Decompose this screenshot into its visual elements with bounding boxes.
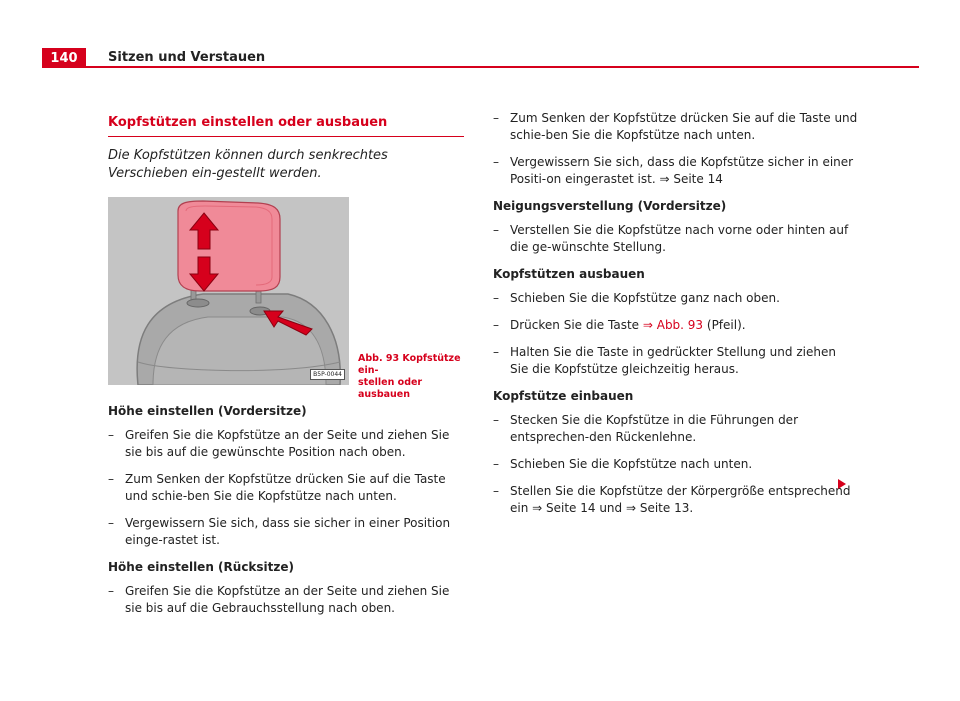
step-text-post: (Pfeil).	[703, 318, 746, 332]
chapter-title: Sitzen und Verstauen	[108, 50, 266, 65]
list-item	[108, 471, 464, 505]
section-rule	[108, 136, 464, 137]
page-number: 140	[42, 48, 86, 68]
list-item	[493, 412, 858, 446]
subheading-install: Kopfstütze einbauen	[493, 389, 634, 403]
step-text: Schieben Sie die Kopfstütze nach unten.	[510, 457, 753, 471]
step-text: Greifen Sie die Kopfstütze an der Seite und ziehen Sie sie bis auf die Gebrauchsstellung nach oben.	[125, 584, 450, 615]
right-column	[493, 110, 858, 527]
list-item	[493, 110, 858, 144]
step-text: Stellen Sie die Kopfstütze der Körpergröße entsprechend ein ⇒ Seite 14 und ⇒ Seite 13.	[510, 484, 851, 515]
list-dash: –	[493, 155, 499, 169]
list-item	[493, 483, 858, 517]
list-dash: –	[493, 318, 499, 332]
list-dash: –	[108, 472, 114, 486]
left-column	[108, 110, 464, 627]
figure-code: B5P-0044	[310, 369, 345, 380]
list-dash: –	[108, 516, 114, 530]
list-item	[493, 344, 858, 378]
step-text: Halten Sie die Taste in gedrückter Stellung und ziehen Sie die Kopfstütze gleichzeitig heraus.	[510, 345, 836, 376]
figure	[108, 197, 464, 400]
subheading-tilt: Neigungsverstellung (Vordersitze)	[493, 199, 727, 213]
list-item	[108, 427, 464, 461]
headrest-drawing	[108, 197, 349, 385]
list-dash: –	[493, 484, 499, 498]
figure-caption	[358, 353, 464, 401]
step-text: Verstellen Sie die Kopfstütze nach vorne oder hinten auf die ge-wünschte Stellung.	[510, 223, 849, 254]
section-intro: Die Kopfstützen können durch senkrechtes Verschieben ein-gestellt werden.	[108, 148, 388, 181]
list-item	[108, 515, 464, 549]
step-text: Greifen Sie die Kopfstütze an der Seite und ziehen Sie sie bis auf die gewünschte Position nach oben.	[125, 428, 450, 459]
step-text: Schieben Sie die Kopfstütze ganz nach oben.	[510, 291, 780, 305]
list-item	[108, 583, 464, 617]
header-rule	[86, 66, 919, 68]
step-text-pre: Drücken Sie die Taste	[510, 318, 643, 332]
list-dash: –	[493, 345, 499, 359]
step-text: Vergewissern Sie sich, dass die Kopfstütze sicher in einer Positi-on eingerastet ist. ⇒ Seite 14	[510, 155, 854, 186]
list-dash: –	[493, 457, 499, 471]
step-text: Zum Senken der Kopfstütze drücken Sie auf die Taste und schie-ben Sie die Kopfstütze nach unten.	[510, 111, 858, 142]
subheading-remove: Kopfstützen ausbauen	[493, 267, 645, 281]
list-item	[493, 317, 858, 334]
list-item	[493, 456, 858, 473]
list-dash: –	[493, 291, 499, 305]
list-dash: –	[493, 413, 499, 427]
section-title: Kopfstützen einstellen oder ausbauen	[108, 115, 388, 130]
figure-caption-line: Abb. 93 Kopfstütze ein-	[358, 353, 461, 376]
list-dash: –	[493, 111, 499, 125]
list-item	[493, 290, 858, 307]
step-text: Zum Senken der Kopfstütze drücken Sie auf die Taste und schie-ben Sie die Kopfstütze nach unten.	[125, 472, 446, 503]
headrest-illustration	[108, 197, 349, 385]
figure-caption-line: stellen oder ausbauen	[358, 377, 423, 400]
list-item	[493, 222, 858, 256]
step-text: Vergewissern Sie sich, dass sie sicher in einer Position einge-rastet ist.	[125, 516, 451, 547]
figure-reference-link[interactable]: ⇒ Abb. 93	[642, 318, 704, 332]
list-item	[493, 154, 858, 188]
subheading-front-height: Höhe einstellen (Vordersitze)	[108, 404, 307, 418]
continue-arrow-icon	[838, 479, 846, 489]
subheading-rear-height: Höhe einstellen (Rücksitze)	[108, 560, 295, 574]
list-dash: –	[108, 584, 114, 598]
list-dash: –	[493, 223, 499, 237]
list-dash: –	[108, 428, 114, 442]
step-text: Stecken Sie die Kopfstütze in die Führungen der entsprechen-den Rückenlehne.	[510, 413, 798, 444]
